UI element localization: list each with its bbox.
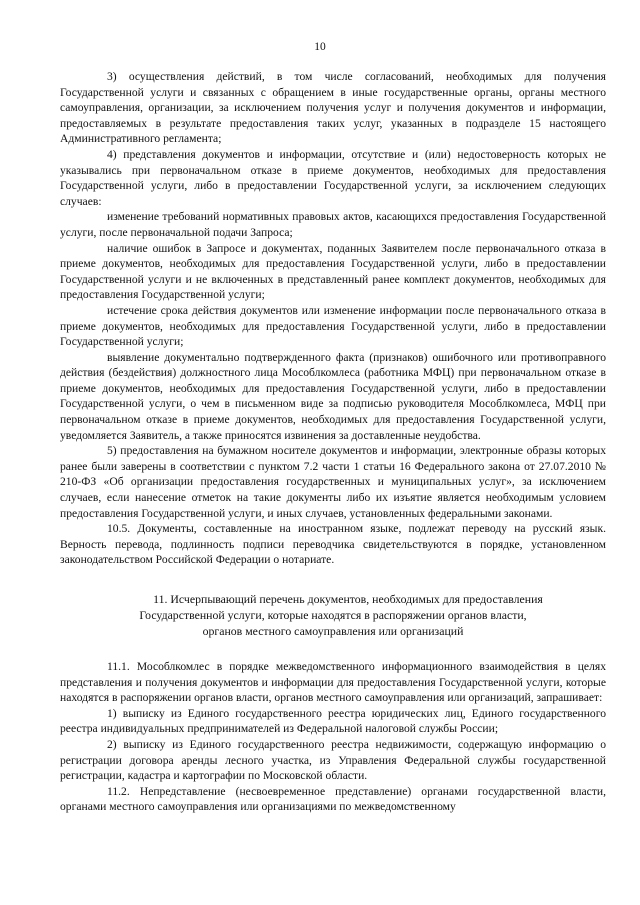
- section-heading-line: органов местного самоуправления или организаций: [202, 624, 464, 638]
- paragraph: 1) выписку из Единого государственного реестра юридических лиц, Единого государственного реестра индивидуальных предпринимателей из Федеральной налоговой службы России;: [60, 706, 606, 736]
- paragraph: изменение требований нормативных правовых актов, касающихся предоставления Государственной услуги, после первоначальной подачи Запроса;: [60, 210, 606, 239]
- paragraph: 3) осуществления действий, в том числе согласований, необходимых для получения Государственной услуги и связанных с обращением в иные государственные органы, органы местного самоуправления, организации, за исключением получения услуг и получения документов и информации, предоставляемых в результате предоставления таких услуг, указанных в подразделе 15 настоящего Административного регламента;: [60, 70, 606, 146]
- paragraph: выявление документально подтвержденного факта (признаков) ошибочного или противоправного действия (бездействия) должностного лица Мособлкомлеса (работника МФЦ) при первоначальном отказе в приеме документов, необходимых для предоставления Государственной услуги, либо в предоставлении Государственной услуги, о чем в письменном виде за подписью руководителя Мособлкомлеса, МФЦ при первоначальном отказе в приеме документов, необходимых для предоставления Государственной услуги, уведомляется Заявитель, а также приносятся извинения за доставленные неудобства.: [60, 350, 606, 442]
- paragraph: 2) выписку из Единого государственного реестра недвижимости, содержащую информацию о регистрации договора аренды лесного участка, из Управления Федеральной службы государственной регистрации, кадастра и картографии по Московской области.: [60, 737, 606, 783]
- paragraph: 11.1. Мособлкомлес в порядке межведомственного информационного взаимодействия в целях представления и получения документов и информации для предоставления Государственной услуги, которые находятся в распоряжении органов власти, органов местного самоуправления или организаций, запрашивает:: [60, 660, 606, 705]
- paragraph: 10.5. Документы, составленные на иностранном языке, подлежат переводу на русский язык. Верность перевода, подлинность подписи переводчика свидетельствуются в порядке, установленном законодательством Российской Федерации о нотариате.: [60, 522, 606, 567]
- section-heading-line: Государственной услуги, которые находятся в распоряжении органов власти,: [139, 608, 527, 622]
- section-heading-line: 11. Исчерпывающий перечень документов, необходимых для предоставления: [153, 592, 543, 606]
- page-number: 10: [314, 41, 326, 53]
- paragraph: 5) предоставления на бумажном носителе документов и информации, электронные образы которых ранее были заверены в соответствии с пунктом 7.2 части 1 статьи 16 Федерального закона от 27.07.2010 № 210-ФЗ «Об организации предоставления государственных и муниципальных услуг», за исключением случаев, если нанесение отметок на такие документы либо их изъятие является необходимым условием предоставления Государственной услуги, и иных случаев, установленных федеральными законами.: [60, 444, 606, 520]
- paragraph: наличие ошибок в Запросе и документах, поданных Заявителем после первоначального отказа в приеме документов, необходимых для предоставления Государственной услуги, либо в предоставлении Государственной услуги и не включенных в представленный ранее комплект документов, необходимых для предоставления Государственной услуги;: [60, 241, 606, 302]
- document-body: [60, 69, 606, 815]
- paragraph: истечение срока действия документов или изменение информации после первоначального отказа в приеме документов, необходимых для предоставления Государственной услуги, либо в предоставлении Государственной услуги;: [60, 303, 606, 349]
- paragraph: 11.2. Непредставление (несвоевременное представление) органами государственной власти, органами местного самоуправления или организациями по межведомственному: [60, 784, 606, 814]
- section-heading: [60, 591, 606, 639]
- paragraph: 4) представления документов и информации, отсутствие и (или) недостоверность которых не указывались при первоначальном отказе в приеме документов, необходимых для предоставления Государственной услуги, либо в предоставлении Государственной услуги, за исключением следующих случаев:: [60, 147, 606, 208]
